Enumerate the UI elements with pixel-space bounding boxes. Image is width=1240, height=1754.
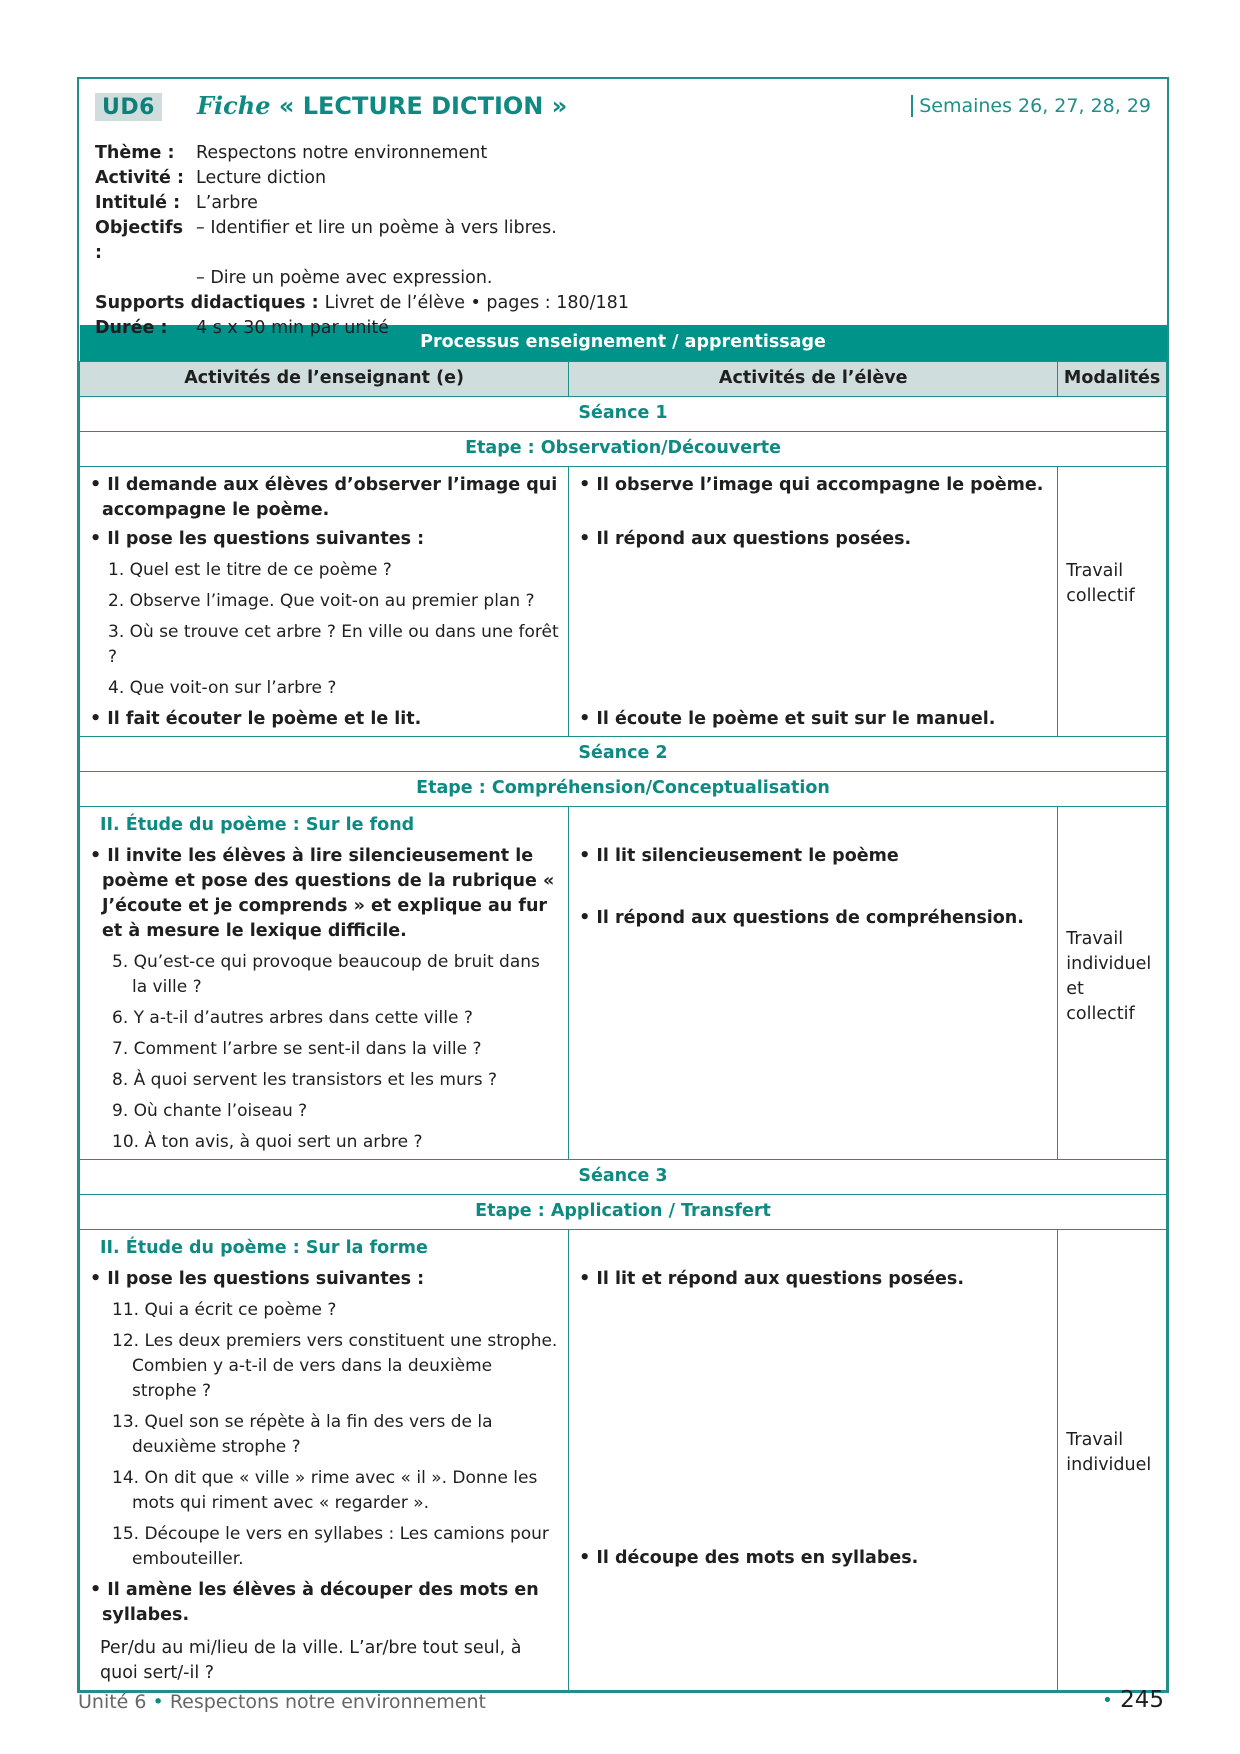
student-activity: • Il répond aux questions de compréhension.: [577, 906, 1049, 931]
activite-label: Activité :: [95, 168, 185, 188]
modalite-text: collectif: [1066, 585, 1135, 606]
question-item: 12. Les deux premiers vers constituent une strophe. Combien y a-t-il de vers dans la deuxième strophe ?: [112, 1330, 558, 1401]
question-item: 10. À ton avis, à quoi sert un arbre ?: [112, 1131, 423, 1152]
teacher-cell-3: [80, 1229, 569, 1690]
supports-value: Livret de l’élève • pages : 180/181: [324, 293, 629, 313]
duree-value: 4 s x 30 min par unité: [196, 318, 389, 338]
objectifs-label: Objectifs :: [95, 218, 184, 263]
etape-1-heading: Etape : Observation/Découverte: [80, 431, 1167, 466]
seance-2-row: [80, 806, 1167, 1159]
footer-bullet: •: [152, 1691, 164, 1713]
col-teacher-header: Activités de l’enseignant (e): [80, 361, 569, 396]
footer-unit: [78, 1691, 486, 1713]
modalite-text: collectif: [1066, 1003, 1135, 1024]
weeks-label: Semaines 26, 27, 28, 29: [911, 95, 1151, 117]
question-item: 7. Comment l’arbre se sent-il dans la ville ?: [112, 1038, 482, 1059]
student-activity: • Il lit et répond aux questions posées.: [577, 1267, 1049, 1292]
question-item: 4. Que voit-on sur l’arbre ?: [108, 677, 337, 698]
question-item: 11. Qui a écrit ce poème ?: [112, 1299, 337, 1320]
page-number: [1102, 1687, 1164, 1713]
teacher-activity: • Il demande aux élèves d’observer l’image qui accompagne le poème.: [88, 473, 560, 523]
sheet-header: [79, 79, 1167, 338]
student-activity: • Il observe l’image qui accompagne le poème.: [577, 473, 1049, 498]
page-number-value: 245: [1120, 1687, 1164, 1713]
intitule-label: Intitulé :: [95, 193, 181, 213]
student-cell-3: [569, 1229, 1058, 1690]
teacher-activity: • Il fait écouter le poème et le lit.: [88, 707, 560, 732]
question-item: 5. Qu’est-ce qui provoque beaucoup de bruit dans la ville ?: [112, 951, 540, 997]
student-activity: • Il écoute le poème et suit sur le manuel.: [577, 707, 995, 732]
teacher-activity: • Il pose les questions suivantes :: [88, 1267, 560, 1292]
etape-3-heading: Etape : Application / Transfert: [80, 1194, 1167, 1229]
footer-theme: Respectons notre environnement: [169, 1691, 486, 1713]
teacher-activity: • Il invite les élèves à lire silencieusement le poème et pose des questions de la rubrique « J’écoute et je comprends » et explique au fur et à mesure le lexique difficile.: [88, 844, 560, 944]
objectif-1: – Identifier et lire un poème à vers libres.: [196, 218, 557, 238]
question-item: 14. On dit que « ville » rime avec « il ». Donne les mots qui riment avec « regarder ».: [112, 1467, 538, 1513]
duree-label: Durée :: [95, 318, 168, 338]
question-item: 15. Découpe le vers en syllabes : Les camions pour embouteiller.: [112, 1523, 549, 1569]
teacher-cell-2: [80, 806, 569, 1159]
teacher-activity: • Il amène les élèves à découper des mots en syllabes.: [88, 1578, 560, 1628]
col-modalites-header: Modalités: [1058, 361, 1167, 396]
seance-3-row: [80, 1229, 1167, 1690]
modalite-text: Travail: [1066, 560, 1124, 581]
footer-unit-label: Unité 6: [78, 1691, 147, 1713]
seance-1-row: [80, 466, 1167, 736]
intitule-value: L’arbre: [196, 193, 258, 213]
modalite-text: individuel: [1066, 953, 1152, 974]
student-activity: • Il découpe des mots en syllabes.: [577, 1546, 918, 1571]
modalite-text: individuel: [1066, 1454, 1152, 1475]
student-cell-1: [569, 466, 1058, 736]
section-subtitle: II. Étude du poème : Sur la forme: [100, 1237, 428, 1258]
question-item: 1. Quel est le titre de ce poème ?: [108, 559, 392, 580]
modalite-text: et: [1066, 978, 1084, 999]
process-banner: Processus enseignement / apprentissage: [80, 325, 1167, 361]
etape-2-heading: Etape : Compréhension/Conceptualisation: [80, 771, 1167, 806]
lesson-sheet: [77, 77, 1169, 1693]
seance-1-heading: Séance 1: [80, 396, 1167, 431]
unit-badge: UD6: [95, 93, 162, 121]
title-main: « LECTURE DICTION »: [278, 92, 568, 120]
title-prefix: Fiche: [197, 91, 271, 120]
theme-label: Thème :: [95, 143, 175, 163]
activite-value: Lecture diction: [196, 168, 327, 188]
question-item: 13. Quel son se répète à la fin des vers de la deuxième strophe ?: [112, 1411, 493, 1457]
section-subtitle: II. Étude du poème : Sur le fond: [100, 814, 415, 835]
teacher-activity: • Il pose les questions suivantes :: [88, 527, 560, 552]
question-item: 8. À quoi servent les transistors et les murs ?: [112, 1069, 498, 1090]
student-activity: • Il lit silencieusement le poème: [577, 844, 1049, 869]
modalite-cell-3: [1058, 1229, 1167, 1690]
meta-block: [95, 141, 629, 341]
theme-value: Respectons notre environnement: [196, 143, 488, 163]
student-cell-2: [569, 806, 1058, 1159]
modalite-cell-2: [1058, 806, 1167, 1159]
seance-2-heading: Séance 2: [80, 736, 1167, 771]
supports-label: Supports didactiques :: [95, 293, 319, 313]
col-student-header: Activités de l’élève: [569, 361, 1058, 396]
modalite-text: Travail: [1066, 1429, 1124, 1450]
page-title: [197, 91, 567, 120]
modalite-text: Travail: [1066, 928, 1124, 949]
seance-3-heading: Séance 3: [80, 1159, 1167, 1194]
objectif-2: – Dire un poème avec expression.: [196, 268, 493, 288]
teacher-cell-1: [80, 466, 569, 736]
process-table: [79, 325, 1167, 1691]
question-item: 2. Observe l’image. Que voit-on au premier plan ?: [108, 590, 535, 611]
student-activity: • Il répond aux questions posées.: [577, 527, 1049, 552]
question-item: 6. Y a-t-il d’autres arbres dans cette ville ?: [112, 1007, 473, 1028]
question-item: 9. Où chante l’oiseau ?: [112, 1100, 308, 1121]
question-item: 3. Où se trouve cet arbre ? En ville ou dans une forêt ?: [108, 621, 559, 667]
modalite-cell-1: [1058, 466, 1167, 736]
page-bullet: •: [1102, 1690, 1113, 1711]
syllable-example: Per/du au mi/lieu de la ville. L’ar/bre tout seul, à quoi sert/-il ?: [100, 1637, 522, 1683]
